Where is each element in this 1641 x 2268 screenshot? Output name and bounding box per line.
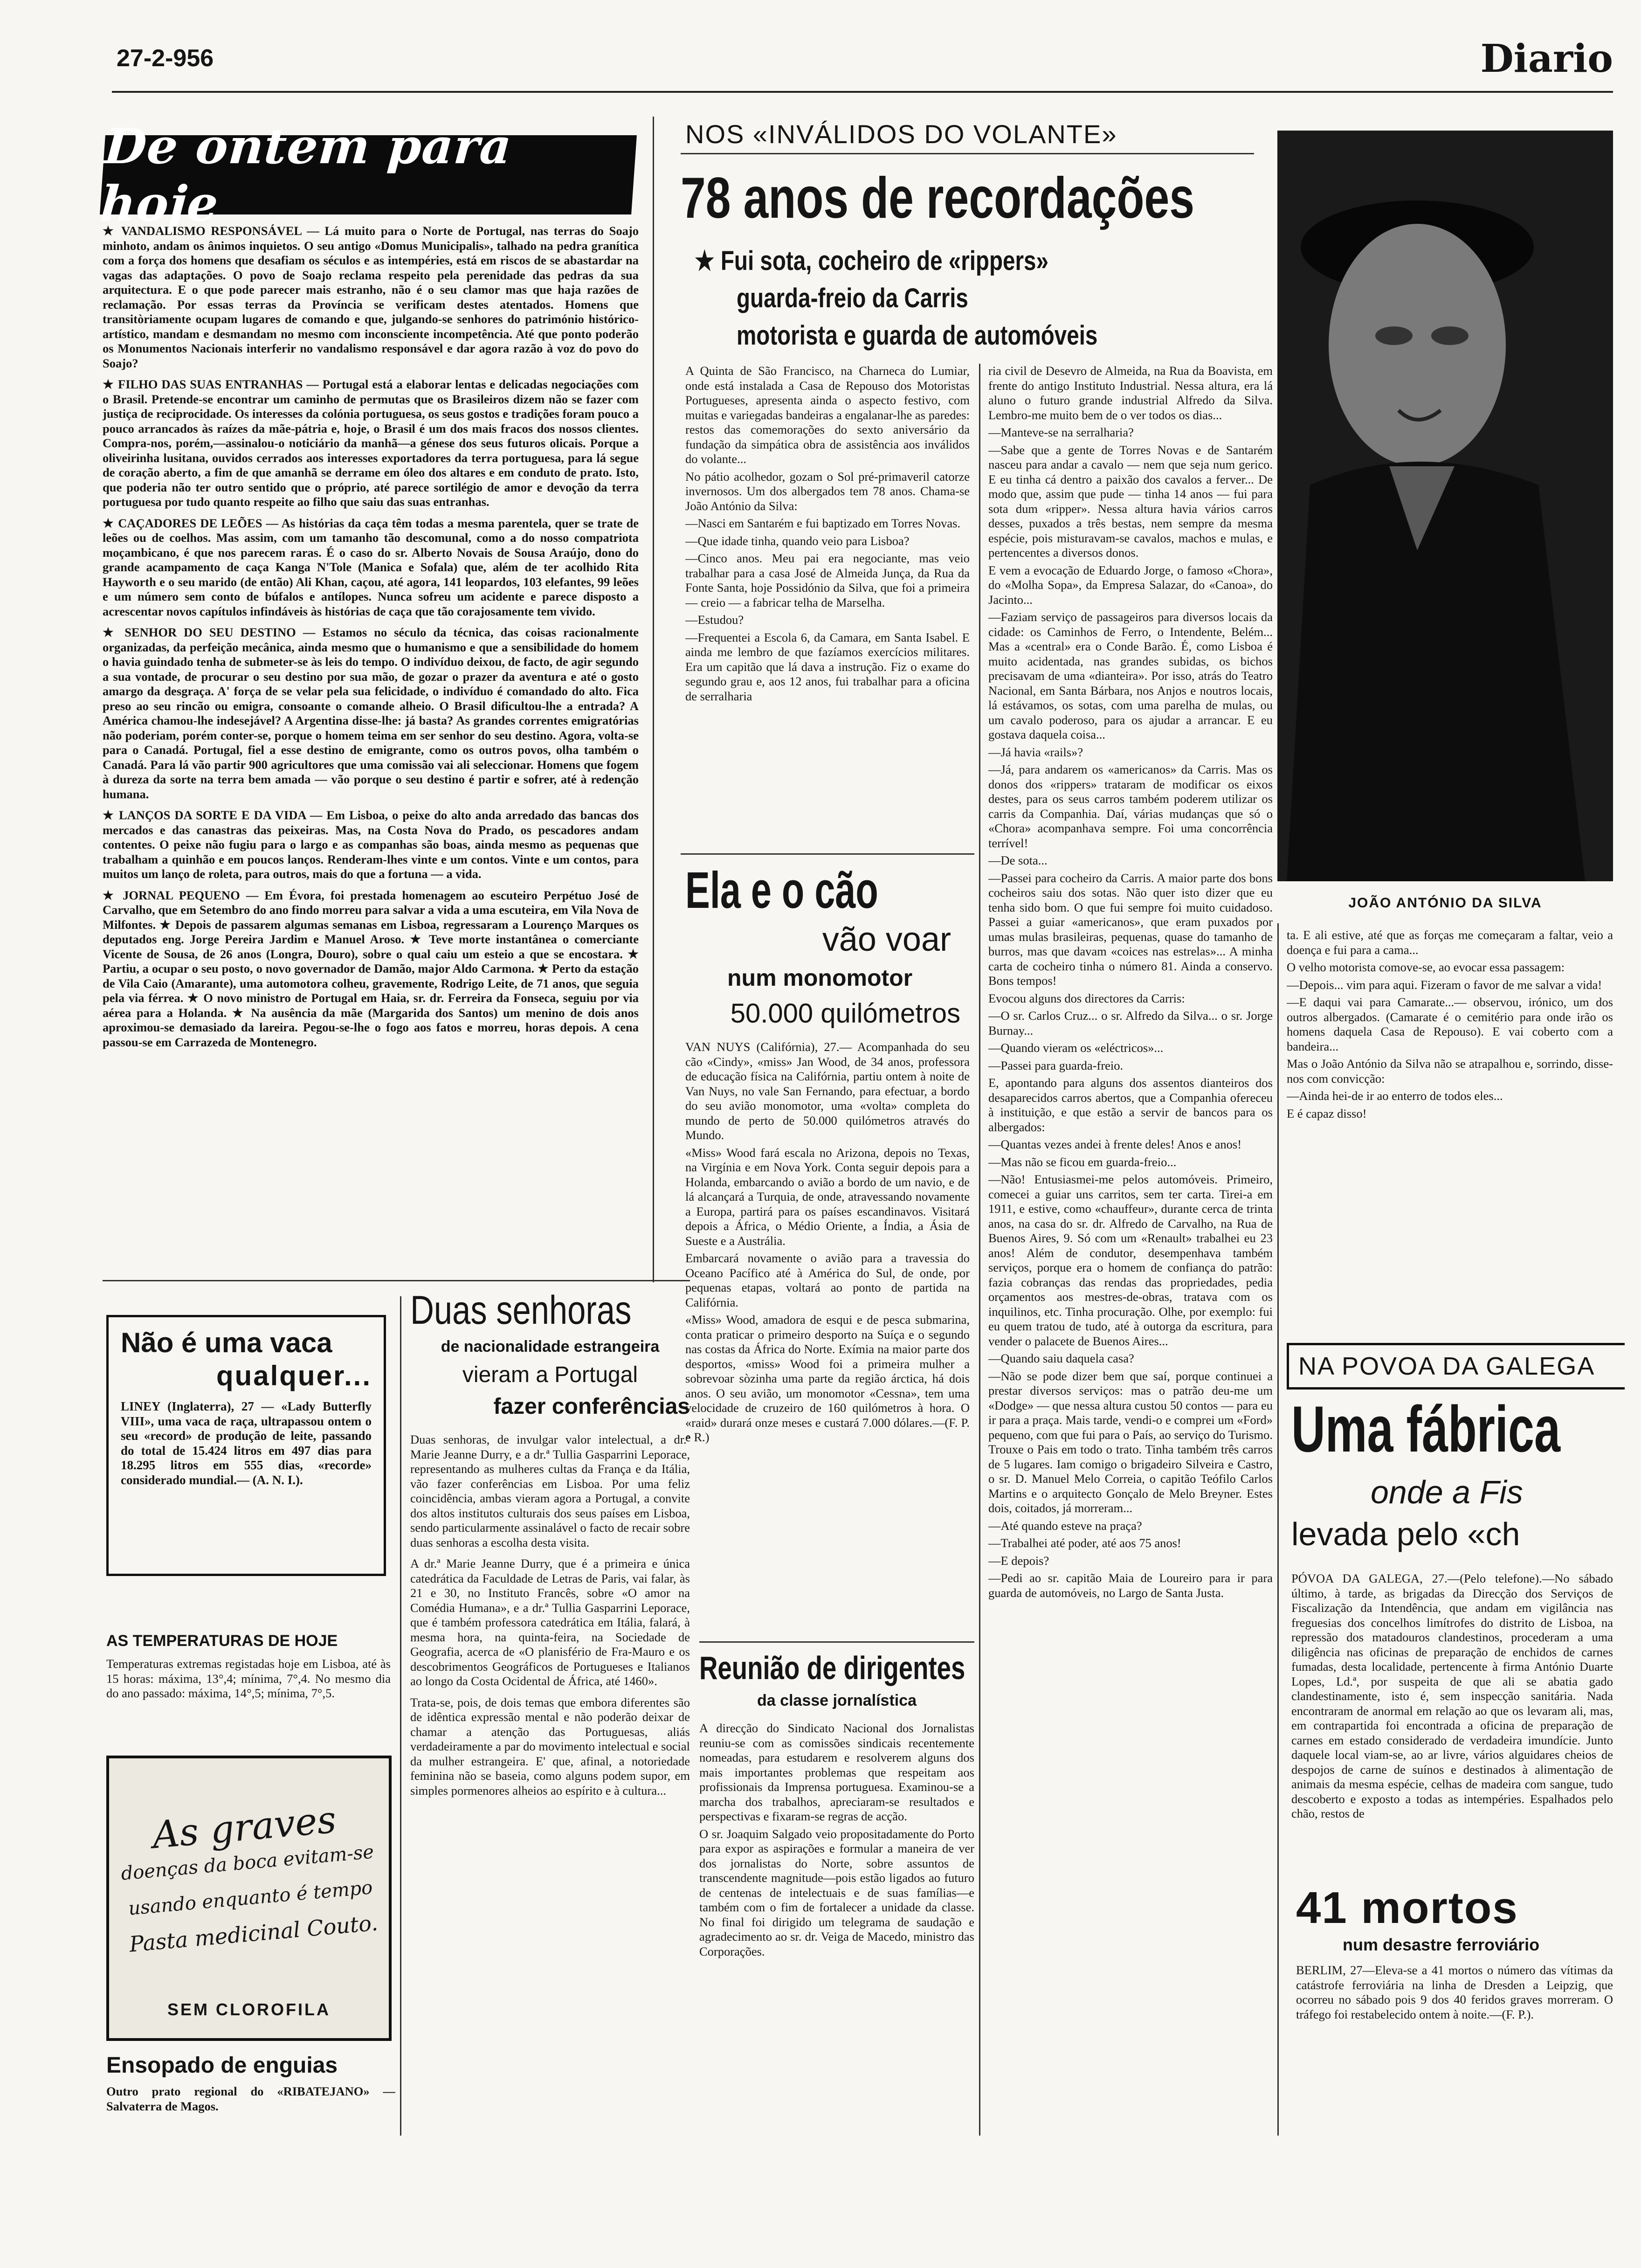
paragraph: PÓVOA DA GALEGA, 27.—(Pelo telefone).—No sábado último, à tarde, as brigadas da Direcção dos Serviços de Fiscalização da Intendência, que andam em vigilância nas freguesias dos concelhos limítrofes do distrito de Lisboa, na repressão dos matadouros clandestinos, procederam a uma diligência nas oficinas de preparação de enchidos de carnes fumadas, desta localidade, pertencente à firma António Duarte Lopes, Ld.ª, por suspeita de que ali se abatia gado clandestinamente, isto é, sem inspecção sanitária. Nada encontraram de anormal em relação ao que os levaram ali, mas, em contrapartida foi encontrada a oficina de preparação de carnes em estado considerado de verdadeira imundície. Junto daquele local viam-se, ao ar livre, vários alguidares cheios de despojos de carne de suínos e destinados à alimentação de animais da mesma espécie, celhas de madeira com sangue, tudo descoberto e exposto a todas as intempéries. Espalhados pelo chão, restos de [1291, 1571, 1613, 1820]
povoa-kicker: NA POVOA DA GALEGA [1298, 1352, 1595, 1380]
paragraph: Mas o João António da Silva não se atrapalhou e, sorrindo, disse-nos com convicção: [1287, 1057, 1613, 1086]
paragraph: —Quantas vezes andei à frente deles! Anos e anos! [988, 1137, 1242, 1151]
paragraph: —Já, para andarem os «americanos» da Carris. Mas os donos dos «rippers» trataram de modificar os eixos destes, para os seus carros também poderem utilizar os carris da Companhia. Daí, várias mudanças que só o «Chora» acompanhava sempre. Foi uma concorrência terrível! [988, 762, 1273, 850]
cao-sub: vão voar [822, 921, 951, 958]
paragraph: —Faziam serviço de passageiros para diversos locais da cidade: os Caminhos de Ferro, o Intendente, Belém... Mas a «central» era o Conde Barão. É, como Lisboa é muito acidentada, nas grandes subidas, os bichos precisavam de uma «dianteira». Por isso, atrás do Teatro Nacional, em Santa Bárbara, nos Anjos e noutros locais, lá estávamos, os sotas, com uma parelha de mulas, ou um cavalo poderoso, para os ajudar a arrancar. E eu gostava daquela coisa... [988, 610, 1273, 741]
povoa-sub: levada pelo «ch [1291, 1516, 1520, 1552]
news-item: ★ CAÇADORES DE LEÕES — As histórias da caça têm todas a mesma parentela, quer se trate de leões ou de coelhos. Mas assim, com um tamanho tão descomunal, como a do nosso compatriota moçambicano, é que nos parecem raras. É o caso do sr. Alberto Novais de Sousa Araújo, dono do grande acampamento de caça Kanga N'Tole (Manica e Sofala) que, além de ter acolhido Rita Hayworth e o seu marido (de então) Ali Khan, caçou, até agora, 141 leopardos, 103 elefantes, 99 leões e um número sem conto de búfalos e antílopes. Nunca sofreu um acidente e parece disposto a acrescentar novos capítulos infindáveis às histórias de caça que tão corajosamente tem vivido. [103, 516, 639, 618]
paragraph: —Ainda hei-de ir ao enterro de todos eles... [1287, 1089, 1503, 1103]
paragraph: —O sr. Carlos Cruz... o sr. Alfredo da Silva... o sr. Jorge Burnay... [988, 1009, 1273, 1037]
paragraph: —Já havia «rails»? [988, 745, 1083, 759]
paragraph: «Miss» Wood, amadora de esqui e de pesca submarina, conta praticar o primeiro desporto na Suíça e o segundo nas costas da África do Norte. Exímia na maior parte dos desportos, «miss» Wood foi a primeira mulher a sobrevoar sòzinha uma parte da região árctica, há dois anos. O seu avião, um monomotor «Cessna», tem uma velocidade de cruzeiro de 160 quilómetros à hora. O «raid» durará onze meses e custará 7.000 dólares.—(F. P. e R.) [685, 1313, 970, 1444]
article-subhead: motorista e guarda de automóveis [737, 320, 1098, 351]
ad-line: doenças da boca evitam-se [120, 1841, 375, 1885]
divider [400, 1296, 401, 2136]
vaca-title-2: qualquer... [216, 1360, 372, 1391]
temperatures-body: Temperaturas extremas registadas hoje em Lisboa, até às 15 horas: máxima, 13°,4; mínima, 7°,4. No mesmo dia do ano passado: máxima, 14°,5; mínima, 7°,5. [106, 1657, 391, 1700]
cao-article [685, 863, 970, 1665]
senhoras-sub: vieram a Portugal [462, 1362, 638, 1387]
povoa-kicker-box [1287, 1343, 1625, 1390]
paragraph: —Sabe que a gente de Torres Novas e de Santarém nasceu para andar a cavalo — nem que seja num gerico. E eu tinha cá dentro a paixão dos cavalos a ferver... De modo que, assim que pude — tinha 14 anos — fui para sota dum «ripper». Nessa altura havia vários carros desses, puxados a três bestas, nem sempre da mesma espécie, pois misturavam-se cavalos, machos e mulas, e pertencentes a diversos donos. [988, 443, 1273, 560]
article-subhead: guarda-freio da Carris [737, 283, 968, 313]
senhoras-article [410, 1287, 690, 2150]
dirigentes-title: Reunião de dirigentes [699, 1650, 965, 1686]
ensopado-body: Outro prato regional do «RIBATEJANO» — Salvaterra de Magos. [106, 2084, 395, 2113]
toothpaste-ad [106, 1756, 392, 2041]
temperatures-title: AS TEMPERATURAS DE HOJE [106, 1632, 338, 1650]
ad-line: usando enquanto é tempo [127, 1877, 373, 1920]
main-article-col2 [988, 364, 1273, 2206]
paragraph: —Passei para guarda-freio. [988, 1058, 1124, 1072]
photo-caption: JOÃO ANTÓNIO DA SILVA [1348, 895, 1542, 911]
ad-line: As graves [151, 1798, 338, 1857]
news-item: ★ JORNAL PEQUENO — Em Évora, foi prestada homenagem ao escuteiro Perpétuo José de Carvalho, que em Setembro do ano findo morreu para salvar a vida a uma escuteira, em Vila Nova de Milfontes. ★ Depois de passarem algumas semanas em Lisboa, regressaram a Lourenço Marques os deputados eng. Jorge Pereira Jardim e Manuel Aroso. ★ Teve morte instantânea o comerciante Vicente de Sousa, de 26 anos (Longra, Douro), sobre o qual caiu um esteio a que se encostara. ★ Partiu, a ocupar o seu posto, o novo governador de Damão, major Aldo Carmona. ★ Perto da estação de Vila Caio (Amarante), uma automotora colheu, gravemente, Rodrigo Leite, de 71 anos, que seguia pela via férrea. ★ O novo ministro de Portugal em Haia, sr. dr. Ferreira da Fonseca, seguiu por via aérea para a Holanda. ★ Na ausência da mãe (Margarida dos Santos) um menino de dois anos aproximou-se demasiado da lareira. Pegou-se-lhe o fogo aos fatos e morreu, horas depois. A cena passou-se em Carrazeda de Montenegro. [103, 888, 639, 1049]
senhoras-sub: fazer conferências [493, 1394, 690, 1419]
vaca-box [106, 1315, 386, 1576]
article-title: 78 anos de recordações [681, 166, 1195, 230]
paragraph: —Pedi ao sr. capitão Maia de Loureiro para ir para guarda de automóveis, no Largo de Santa Justa. [988, 1571, 1273, 1600]
portrait-illustration [1277, 131, 1613, 881]
paragraph: —Não! Entusiasmei-me pelos automóveis. Primeiro, comecei a guiar uns carritos, sem ter carta. Tirei-a em 1911, e estive, como «chauffeur», durante cerca de trinta anos, na casa do sr. dr. Alfredo de Carvalho, na Rua de Buenos Aires, 9. Só com um «Renault» trabalhei eu 23 anos! Além de condutor, desempenhava também serviços, porque era o homem de confiança do patrão: fazia cobranças das rendas das propriedades, pedia orçamentos aos mestres-de-obras, tratava com os inquilinos, etc. Tinha procuração. Olhe, por exemplo: fui eu quem tratou de tudo, até à outorga da escritura, para vender o palacete de Buenos Aires... [988, 1172, 1273, 1348]
right-continuation [1287, 928, 1613, 1226]
vaca-body: LINEY (Inglaterra), 27 — «Lady Butterfly VIII», uma vaca de raça, ultrapassou ontem o seu «record» de produção de leite, passando do total de 15.424 litros em 497 dias para 18.295 litros em 555 dias, «recorde» considerado mundial.— (A. N. I.). [121, 1399, 372, 1487]
paragraph: A direcção do Sindicato Nacional dos Jornalistas reuniu-se com as comissões sindicais recentemente nomeadas, para estudarem e resolverem alguns dos mais importantes problemas que respeitam aos profissionais da Imprensa portuguesa. Examinou-se a marcha dos trabalhos, apreciaram-se resultados e perspectivas e fixaram-se regras de acção. [699, 1721, 974, 1823]
left-news-column [103, 224, 639, 1264]
divider [653, 117, 654, 1282]
dirigentes-article [699, 1648, 974, 2138]
section-kicker: NOS «INVÁLIDOS DO VOLANTE» [685, 119, 1117, 149]
povoa-article [1291, 1571, 1613, 1870]
news-item: ★ LANÇOS DA SORTE E DA VIDA — Em Lisboa, o peixe do alto anda arredado das bancas dos mercados e das canastras das peixeiras. Mas, na Costa Nova do Prado, os pescadores andam contentes. O peixe não fugiu para o largo e as companhas são boas, ainda mesmo as pequenas que trabalham a quinhão e em poucos lanços. Renderam-lhes vinte e um contos. Vinte e um contos, para muitos um lanço de roleta, para outros, mais do que a fortuna — a vida. [103, 808, 639, 881]
senhoras-sub: de nacionalidade estrangeira [441, 1338, 660, 1355]
paragraph: «Miss» Wood fará escala no Arizona, depois no Texas, na Virgínia e em Nova York. Conta seguir depois para a Holanda, embarcando o avião a bordo de um navio, e de lá alcançará a Turquia, de onde, atravessando novamente a Europa, partirá para os países escandinavos. Visitará depois a África, o Médio Oriente, a Índia, a Ásia de Sueste e a Austrália. [685, 1145, 970, 1248]
news-item: ★ FILHO DAS SUAS ENTRANHAS — Portugal está a elaborar lentas e delicadas negociações com o Brasil. Pretende-se encontrar um caminho de permutas que os Brasileiros dizem não se fazer com justiça de reciprocidade. Os interesses da colónia portuguesa, os seus gostos e tradições foram pouco a pouco arrancados às raízes da mãe-pátria e, hoje, o Brasil é um dos mais fracos dos nossos clientes. Compra-nos, porém,—assinalou-o noticiário da manhã—a génese dos seus futuros olicais. Porque a oliveirinha lusitana, ouvidos cerrados aos interesses exportadores da terra portuguesa, para lá segue de coração aberto, a fim de que amanhã se derrame em óleo dos altares e em conduto de prato. Isto, que poderia não ter outro sentido que o próprio, até parece sortilégio de amor e devoção da terra portuguesa por tudo quanto respeite ao filho que saiu das suas entranhas. [103, 377, 639, 509]
article-subhead: ★ Fui sota, cocheiro de «rippers» [695, 246, 1048, 276]
mortos-sub: num desastre ferroviário [1343, 1935, 1540, 1954]
paragraph: —Trabalhei até poder, até aos 75 anos! [988, 1536, 1181, 1550]
paragraph: VAN NUYS (Califórnia), 27.— Acompanhada do seu cão «Cindy», «miss» Jan Wood, de 34 anos, professora de educação física na Califórnia, partiu ontem à noite de Van Nuys, no vale San Fernando, para efectuar, a bordo do seu avião monomotor, uma «volta» completa do mundo de perto de 50.000 quilómetros através do Mundo. [685, 1040, 970, 1142]
banner-title: De ontem para hoje [98, 118, 514, 232]
paragraph: O sr. Joaquim Salgado veio propositadamente do Porto para expor as aspirações e formular a maneira de ver dos jornalistas do Norte, sobre assuntos de transcendente magnitude—pois estão ligados ao futuro de centenas de intelectuais e de suas famílias—e também com o fim de fortalecer a unidade da classe. No final foi dirigido um telegrama de saudação e agradecimento ao sr. dr. Veiga de Macedo, ministro das Corporações. [699, 1826, 974, 1958]
top-rule [112, 91, 1613, 93]
paragraph: —Estudou? [685, 613, 744, 627]
paragraph: BERLIM, 27—Eleva-se a 41 mortos o número das vítimas da catástrofe ferroviária na linha de Dresden a Leipzig, que ocorreu no sábado pois 9 dos 40 feridos graves morreram. O tráfego foi restabelecido ontem à noite.—(F. P.). [1296, 1963, 1613, 2021]
paragraph: —Até quando esteve na praça? [988, 1518, 1142, 1533]
news-item: ★ SENHOR DO SEU DESTINO — Estamos no século da técnica, das coisas racionalmente organizadas, da perfeição mecânica, ainda mesmo que o humanismo e que a sensibilidade do homem o havia guindado tenha de submeter-se às leis do tempo. O indivíduo deixou, de facto, de agir segundo a sua vontade, de procurar o seu destino por sua mão, de gozar o prazer da aventura e até o gosto amargo da desgraça. A' força de se velar pela sua felicidade, o indivíduo é comandado do alto. Fica preso ao seu rincão ou emigra, consoante o comande alheio. O Brasil dificultou-lhe a entrada? A América chamou-lhe indesejável? A Argentina disse-lhe: já basta? As grandes correntes emigratórias não poderiam, porém conter-se, porque o homem teima em ser senhor do seu destino. Agora, volta-se para o Canadá. Portugal, fiel a esse destino de emigrante, como os outros povos, olha também o Canadá. Para lá vão partir 900 agricultores que uma comissão vai ali seleccionar. Homens que fogem à dureza da sorte na terra bem amada — vão porque o seu destino é partir e sofrer, até à redenção humana. [103, 625, 639, 801]
mortos-article [1296, 1963, 1613, 2159]
paragraph: —Quando vieram os «eléctricos»... [988, 1041, 1164, 1055]
paragraph: —De sota... [988, 853, 1048, 867]
paragraph: E vem a evocação de Eduardo Jorge, o famoso «Chora», do «Molha Sopa», da Empresa Salazar, do «Canoa», do Jacinto... [988, 563, 1273, 607]
senhoras-title: Duas senhoras [410, 1288, 632, 1333]
divider [103, 1280, 690, 1281]
paragraph: O velho motorista comove-se, ao evocar essa passagem: [1287, 960, 1565, 974]
divider [1277, 923, 1279, 2136]
povoa-sub: onde a Fis [1371, 1474, 1523, 1510]
paragraph: —Manteve-se na serralharia? [988, 425, 1134, 439]
paragraph: Duas senhoras, de invulgar valor intelectual, a dr.ª Marie Jeanne Durry, e a dr.ª Tullia Gasparrini Leporace, representando as mulheres cultas da França e da Itália, vão fazer conferências em Lisboa. Por uma feliz coincidência, ambas vieram agora a Portugal, a convite dos altos institutos culturais dos seus países em Lisboa, sendo particularmente assinalável o facto de recair sobre duas senhoras a escolha desta visita. [410, 1432, 690, 1549]
cao-sub: num monomotor [727, 965, 913, 991]
masthead: Diario [1480, 36, 1613, 81]
paragraph: A dr.ª Marie Jeanne Durry, que é a primeira e única catedrática da Faculdade de Letras de Paris, vai falar, às 21 e 30, no Instituto Francês, sobre «O amor na Comédia Humana», e a dr.ª Tullia Gasparrini Leporace, que é também professora catedrática em Itália, falará, à mesma hora, na quinta-feira, na Sociedade de Geografia, acerca de «O planisfério de Fra-Mauro e os descobrimentos Geográficos de Portugueses e Italianos ao longo da Costa Ocidental de África, até 1460». [410, 1556, 690, 1688]
ad-footer: SEM CLOROFILA [167, 2000, 331, 2019]
divider [979, 364, 980, 2136]
paragraph: —Mas não se ficou em guarda-freio... [988, 1155, 1177, 1169]
paragraph: Embarcará novamente o avião para a travessia do Oceano Pacífico até à América do Sul, de onde, por pequenas etapas, voltará ao ponto de partida na Califórnia. [685, 1251, 970, 1309]
news-item: ★ VANDALISMO RESPONSÁVEL — Lá muito para o Norte de Portugal, nas terras do Soajo minhoto, andam os ânimos inquietos. O seu antigo «Domus Municipalis», talhado na pedra granítica com a força dos homens que desafiam os séculos e as intempéries, está em riscos de se abastardar na vagas das adaptações. O povo de Soajo reclama respeito pela perenidade das pedras da sua arquitectura. E o que pode parecer mais estranho, não é o seu clamor mas que haja razões de reclamação. Por essas terras da Província se verificam destes atentados. Homens que transitòriamente ocupam lugares de comando e que, julgando-se senhores do património histórico-artístico, mandam e desmandam no mesmo com inconsciente incompetência. Até que ponto poderão os Monumentos Nacionais interferir no vandalismo responsável e dar agora razão à voz do povo do Soajo? [103, 224, 639, 370]
paragraph: —E daqui vai para Camarate...— observou, irónico, um dos outros albergados. (Camarate é o cemitério para onde irão os homens daquela Casa de Repouso). E vai coberto com a bandeira... [1287, 995, 1613, 1053]
page-date: 27-2-956 [117, 45, 214, 72]
paragraph: —Frequentei a Escola 6, da Camara, em Santa Isabel. E ainda me lembro de que fazíamos exercícios militares. Era um capitão que lá dava a instrução. Fiz o exame do segundo grau e, aos 12 anos, fui trabalhar para a oficina de serralharia [685, 630, 970, 703]
paragraph: —Cinco anos. Meu pai era negociante, mas veio trabalhar para a casa José de Almeida Junça, da Rua da Fonte Santa, hoje Possidónio da Silva, que foi a primeira — creio — a fabricar telha de Marselha. [685, 551, 970, 609]
paragraph: Trata-se, pois, de dois temas que embora diferentes são de idêntica expressão mental e não poderão deixar de chamar a atenção das Portuguesas, aliás verdadeiramente a par do movimento intelectual e social da mulher estrangeira. E' que, afinal, a notoriedade feminina não se baseia, como alguns podem supor, em simples pormenores alheios ao espírito e à cultura... [410, 1695, 690, 1798]
ad-line: Pasta medicinal Couto. [128, 1910, 379, 1957]
paragraph: No pátio acolhedor, gozam o Sol pré-primaveril catorze invernosos. Um dos albergados tem 78 anos. Chama-se João António da Silva: [685, 469, 970, 513]
divider [681, 853, 974, 855]
paragraph: —Nasci em Santarém e fui baptizado em Torres Novas. [685, 516, 961, 530]
paragraph: ria civil de Desevro de Almeida, na Rua da Boavista, em frente do antigo Instituto Industrial. Nessa altura, era lá aluno o futuro grande industrial Alfredo da Silva. Lembro-me muito bem de o ver todos os dias... [988, 364, 1273, 422]
divider [681, 153, 1254, 154]
paragraph: A Quinta de São Francisco, na Charneca do Lumiar, onde está instalada a Casa de Repouso dos Motoristas Portugueses, apresenta ainda o aspecto festivo, com muitas e variegadas bandeiras a engalanar-lhe as paredes: restos das comemorações do sexto aniversário da fundação da simpática obra de assistência aos inválidos do volante... [685, 364, 970, 466]
paragraph: ta. E ali estive, até que as forças me começaram a faltar, veio a doença e fui para a cama... [1287, 928, 1613, 957]
ad-text [106, 1798, 392, 1963]
paragraph: —E depois? [988, 1553, 1049, 1568]
paragraph: —Que idade tinha, quando veio para Lisboa? [685, 533, 910, 548]
main-article-col1 [685, 364, 970, 853]
paragraph: —Passei para cocheiro da Carris. A maior parte dos bons cocheiros saiu dos sotas. Não quer isto dizer que eu tenha sido bom. O que fui sempre foi muito cuidadoso. Passei a guiar «americanos», que eram puxados por umas mulas brasileiras, pequenas, quase do tamanho de burros, mas que davam «coices nas estrelas»... A minha carta de cocheiro tinha o número 81. Ainda a conservo. Bons tempos! [988, 871, 1273, 988]
cao-sub: 50.000 quilómetros [730, 998, 960, 1029]
paragraph: E, apontando para alguns dos assentos dianteiros dos desaparecidos carros abertos, que a Companhia ofereceu à instituição, e que estão a servir de bancos para os albergados: [988, 1076, 1273, 1134]
dirigentes-sub: da classe jornalística [757, 1692, 917, 1709]
ensopado-title: Ensopado de enguias [106, 2053, 338, 2078]
section-banner [98, 118, 637, 232]
vaca-title: Não é uma vaca [121, 1327, 332, 1358]
cao-title: Ela e o cão [685, 863, 878, 919]
paragraph: —Quando saiu daquela casa? [988, 1351, 1134, 1365]
povoa-title: Uma fábrica [1291, 1392, 1561, 1466]
paragraph: —Depois... vim para aqui. Fizeram o favor de me salvar a vida! [1287, 977, 1602, 992]
portrait-photo [1277, 131, 1613, 881]
temperatures [106, 1632, 391, 1749]
mortos-title: 41 mortos [1296, 1883, 1518, 1933]
paragraph: E é capaz disso! [1287, 1106, 1367, 1120]
paragraph: —Não se pode dizer bem que saí, porque continuei a prestar diversos serviços: mas o patrão deu-me um «Dodge» — que nessa altura custou 50 contos — para eu ir para a praça. Mais tarde, vendi-o e comprei um «Ford» pequeno, com que fui para o País, ao serviço do Turismo. Trouxe o Pais em todo o trato. Tinha também três carros de 5 lugares. Iam comigo o brigadeiro Silveira e Castro, o sr. D. Manuel Melo Correia, o capitão Teófilo Carlos Martins e o arquitecto Gonçalo de Melo Breyner. Estes dois, coitados, já morreram... [988, 1369, 1273, 1515]
divider [699, 1641, 974, 1643]
paragraph: Evocou alguns dos directores da Carris: [988, 991, 1185, 1005]
ensopado [106, 2052, 395, 2145]
